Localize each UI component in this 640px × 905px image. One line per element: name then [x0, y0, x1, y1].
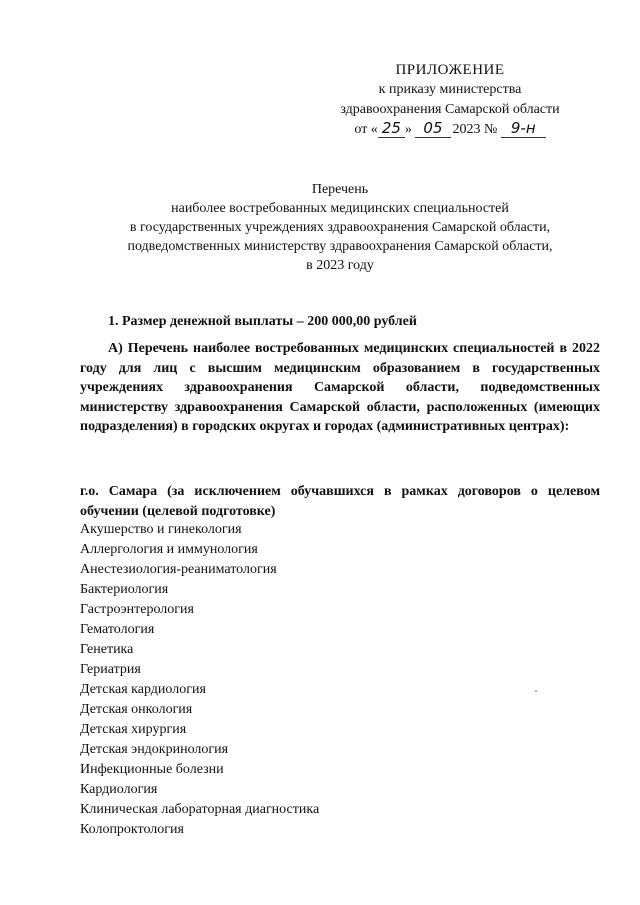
list-item: Детская кардиология	[80, 682, 206, 697]
document-title	[80, 180, 600, 275]
handwritten-order-number: 9-н	[501, 119, 546, 138]
list-item: Детская эндокринология	[80, 742, 229, 757]
date-separator: »	[404, 122, 412, 137]
date-year: 2023 №	[452, 122, 498, 137]
scan-speck	[535, 690, 537, 692]
list-item: Клиническая лабораторная диагностика	[80, 802, 320, 817]
city-heading-samara: г.о. Самара (за исключением обучавшихся в рамках договоров о целевом обучении (целевой подготовке)	[80, 484, 600, 519]
appendix-title: ПРИЛОЖЕНИЕ	[395, 62, 505, 78]
handwritten-month: 05	[415, 119, 450, 138]
paragraph-a: А) Перечень наиболее востребованных медицинских специальностей в 2022 году для лиц с высшим медицинским образованием в государственных учреждениях здравоохранения Самарской области, подведомственных министерству здравоохранения Самарской области, расположенных (имеющих подразделения) в городских округах и городах (административных центрах):	[80, 341, 600, 435]
specialty-list	[80, 520, 319, 840]
date-prefix: от «	[354, 122, 378, 137]
list-item: Гериатрия	[80, 662, 141, 677]
list-item: Гематология	[80, 622, 155, 637]
list-item: Инфекционные болезни	[80, 762, 224, 777]
title-line-4: подведомственных министерству здравоохранения Самарской области,	[127, 239, 553, 254]
title-line-2: наиболее востребованных медицинских специальностей	[171, 201, 509, 216]
title-line-3: в государственных учреждениях здравоохранения Самарской области,	[129, 220, 551, 235]
list-item: Колопроктология	[80, 822, 184, 837]
appendix-line-order: к приказу министерства	[378, 82, 522, 97]
list-item: Анестезиология-реаниматология	[80, 562, 277, 577]
appendix-date-line	[300, 118, 600, 140]
list-item: Детская хирургия	[80, 722, 187, 737]
list-item: Акушерство и гинекология	[80, 522, 242, 537]
list-item: Генетика	[80, 642, 134, 657]
appendix-line-ministry: здравоохранения Самарской области	[340, 102, 560, 117]
section-heading-payment: 1. Размер денежной выплаты – 200 000,00 рублей	[108, 314, 417, 329]
title-line-1: Перечень	[311, 182, 369, 197]
handwritten-day: 25	[378, 119, 405, 138]
list-item: Бактериология	[80, 582, 169, 597]
list-item: Кардиология	[80, 782, 158, 797]
list-item: Детская онкология	[80, 702, 193, 717]
list-item: Аллергология и иммунология	[80, 542, 258, 557]
list-item: Гастроэнтерология	[80, 602, 194, 617]
title-line-5: в 2023 году	[306, 258, 374, 273]
